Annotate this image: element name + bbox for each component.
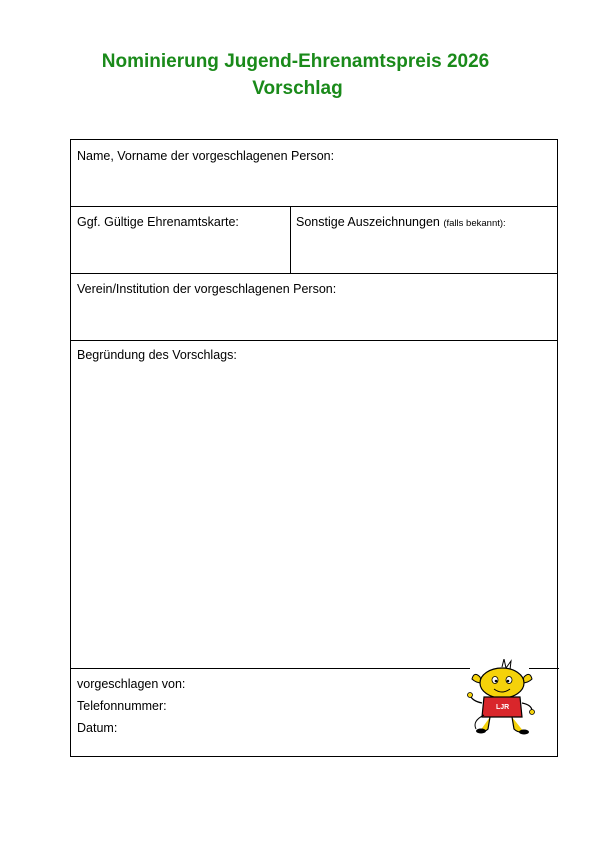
awards-label-text: Sonstige Auszeichnungen [296, 215, 440, 229]
phone-label: Telefonnummer: [77, 699, 167, 713]
divider [71, 273, 557, 274]
proposed-by-label: vorgeschlagen von: [77, 677, 186, 691]
mascot-shirt-text: LJR [496, 704, 510, 711]
awards-field-label [296, 214, 506, 232]
nomination-form [70, 139, 558, 757]
divider [71, 340, 557, 341]
mascot-logo [466, 659, 538, 737]
club-field-label: Verein/Institution der vorgeschlagenen Person: [77, 282, 337, 296]
divider [71, 668, 470, 669]
divider [71, 206, 557, 207]
divider [290, 206, 291, 273]
name-field-label: Name, Vorname der vorgeschlagenen Person: [77, 149, 335, 163]
date-label: Datum: [77, 721, 118, 735]
card-field-label: Ggf. Gültige Ehrenamtskarte: [77, 215, 239, 229]
page-subtitle: Vorschlag [252, 78, 343, 99]
page-title: Nominierung Jugend-Ehrenamtspreis 2026 [101, 51, 490, 72]
reason-field-label: Begründung des Vorschlags: [77, 348, 237, 362]
awards-label-note: (falls bekannt): [443, 218, 506, 229]
